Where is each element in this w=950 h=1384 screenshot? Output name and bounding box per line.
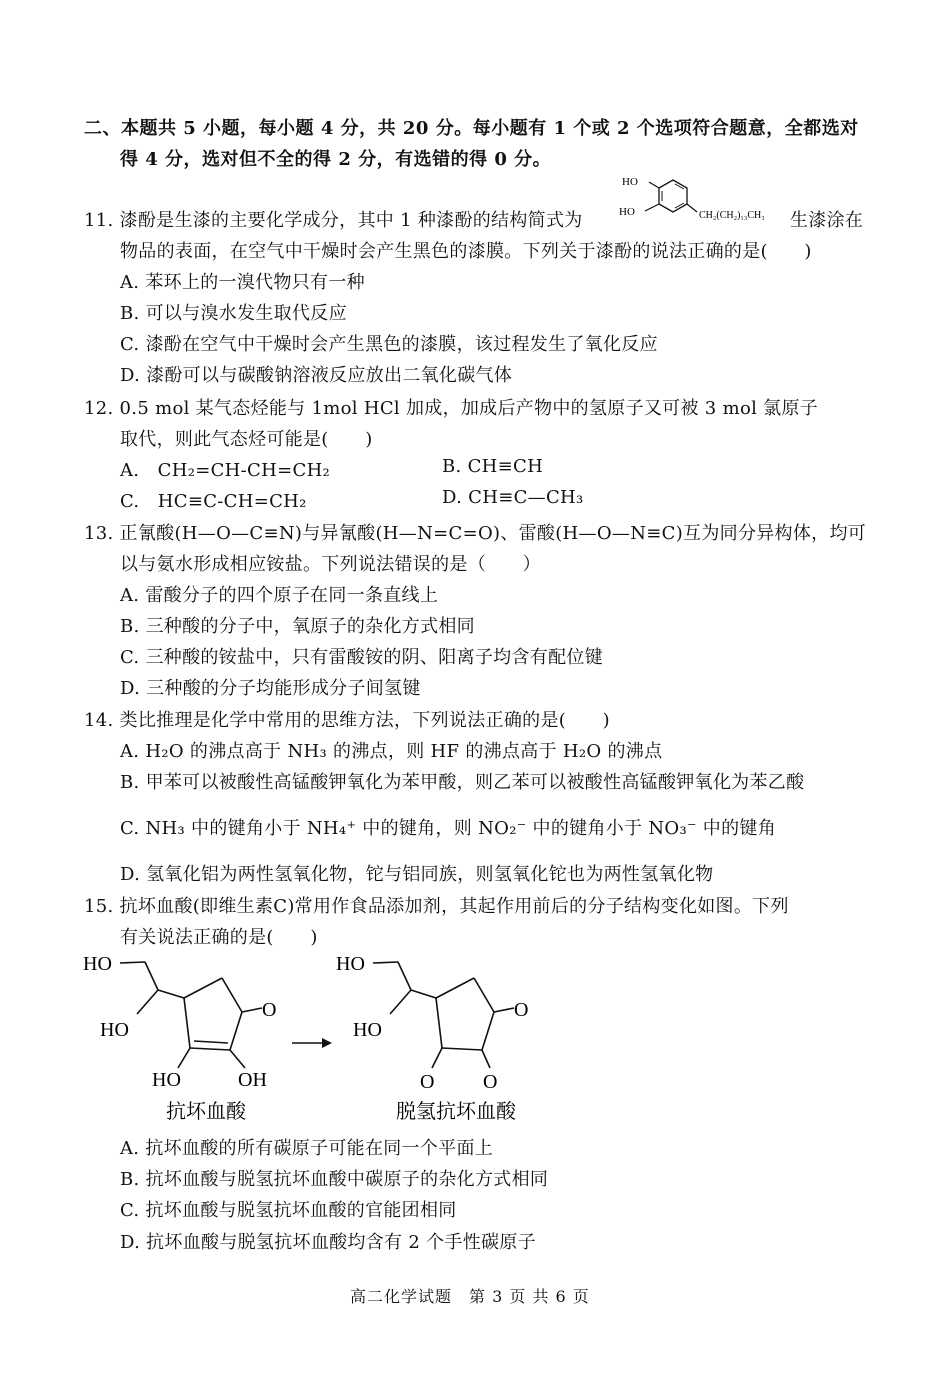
q14-option-d: D. 氢氧化铝为两性氢氧化物，铊与铝同族，则氢氧化铊也为两性氢氧化物 (120, 864, 714, 885)
q12-stem-line1: 12. 0.5 mol 某气态烃能与 1mol HCl 加成，加成后产物中的氢原子又可被 3 mol 氯原子 (84, 398, 819, 419)
dehydro-o-bottom-left: O (420, 1071, 435, 1093)
q14-option-c: C. NH₃ 中的键角小于 NH₄⁺ 中的键角，则 NO₂⁻ 中的键角小于 NO₃⁻ 中的键角 (120, 818, 776, 839)
q12-option-a: A. CH₂=CH-CH=CH₂ (120, 460, 331, 481)
benzene-ring (659, 180, 687, 212)
section-header-line2: 得 4 分，选对但不全的得 2 分，有选错的得 0 分。 (120, 149, 552, 170)
urushiol-ho-top: HO (622, 176, 638, 188)
q11-option-a: A. 苯环上的一溴代物只有一种 (120, 272, 365, 293)
q12-option-d: D. CH≡C—CH₃ (442, 487, 584, 508)
q12-stem-line2: 取代，则此气态烃可能是( ) (120, 429, 373, 450)
q11-stem-line1: 11. 漆酚是生漆的主要化学成分，其中 1 种漆酚的结构简式为 (84, 210, 583, 231)
q12-option-c: C. HC≡C-CH=CH₂ (120, 491, 307, 512)
ascorbic-oh: OH (238, 1069, 267, 1091)
dehydroascorbic-acid-structure (336, 953, 528, 1093)
q15-option-b: B. 抗坏血酸与脱氢抗坏血酸中碳原子的杂化方式相同 (120, 1169, 549, 1190)
reaction-arrow (292, 1038, 332, 1048)
q12-option-b: B. CH≡CH (442, 456, 544, 477)
q13-option-c: C. 三种酸的铵盐中，只有雷酸铵的阴、阳离子均含有配位键 (120, 647, 603, 668)
q15-stem-line1: 15. 抗坏血酸(即维生素C)常用作食品添加剂，其起作用前后的分子结构变化如图。下列 (84, 896, 789, 917)
q13-option-a: A. 雷酸分子的四个原子在同一条直线上 (120, 585, 439, 606)
ascorbic-ho-mid: HO (100, 1019, 129, 1041)
urushiol-chain: CH₂(CH₂)₁₃CH₃ (699, 210, 765, 221)
dehydro-ho-top: HO (336, 953, 365, 975)
q11-stem-line1-tail: 生漆涂在 (790, 210, 864, 231)
dehydro-ho-mid: HO (353, 1019, 382, 1041)
q13-option-b: B. 三种酸的分子中，氧原子的杂化方式相同 (120, 616, 475, 637)
q14-stem-line1: 14. 类比推理是化学中常用的思维方法，下列说法正确的是( ) (84, 710, 610, 731)
dehydro-o-bottom-right: O (483, 1071, 498, 1093)
dehydro-o-right: O (514, 999, 529, 1021)
q15-option-a: A. 抗坏血酸的所有碳原子可能在同一个平面上 (120, 1138, 494, 1159)
q11-stem-line2: 物品的表面，在空气中干燥时会产生黑色的漆膜。下列关于漆酚的说法正确的是( ) (120, 241, 812, 262)
ascorbic-ho-bottom: HO (152, 1069, 181, 1091)
q15-stem-line2: 有关说法正确的是( ) (120, 927, 318, 948)
ascorbic-acid-label: 抗坏血酸 (166, 1101, 246, 1123)
q11-option-b: B. 可以与溴水发生取代反应 (120, 303, 347, 324)
ascorbic-ho-top: HO (83, 953, 112, 975)
q15-option-c: C. 抗坏血酸与脱氢抗坏血酸的官能团相同 (120, 1200, 457, 1221)
ascorbic-o: O (262, 999, 277, 1021)
q11-option-d: D. 漆酚可以与碳酸钠溶液反应放出二氧化碳气体 (120, 365, 513, 386)
urushiol-structure (615, 170, 795, 232)
page-footer: 高二化学试题 第 3 页 共 6 页 (350, 1287, 590, 1306)
q14-option-a: A. H₂O 的沸点高于 NH₃ 的沸点，则 HF 的沸点高于 H₂O 的沸点 (120, 741, 663, 762)
q15-option-d: D. 抗坏血酸与脱氢抗坏血酸均含有 2 个手性碳原子 (120, 1232, 536, 1253)
dehydroascorbic-acid-label: 脱氢抗坏血酸 (396, 1101, 516, 1123)
section-header-line1: 二、本题共 5 小题，每小题 4 分，共 20 分。每小题有 1 个或 2 个选项符合题意，全都选对 (84, 118, 859, 139)
q13-stem-line2: 以与氨水形成相应铵盐。下列说法错误的是（ ） (120, 554, 541, 575)
q11-option-c: C. 漆酚在空气中干燥时会产生黑色的漆膜，该过程发生了氧化反应 (120, 334, 658, 355)
vitamin-c-reaction-figure (80, 948, 550, 1126)
q14-option-b: B. 甲苯可以被酸性高锰酸钾氧化为苯甲酸，则乙苯可以被酸性高锰酸钾氧化为苯乙酸 (120, 772, 805, 793)
q13-option-d: D. 三种酸的分子均能形成分子间氢键 (120, 678, 421, 699)
ascorbic-acid-structure (83, 953, 276, 1091)
urushiol-ho-left: HO (619, 206, 635, 218)
q13-stem-line1: 13. 正氰酸(H—O—C≡N)与异氰酸(H—N=C=O)、雷酸(H—O—N≡C)互为同分异构体，均可 (84, 523, 867, 544)
